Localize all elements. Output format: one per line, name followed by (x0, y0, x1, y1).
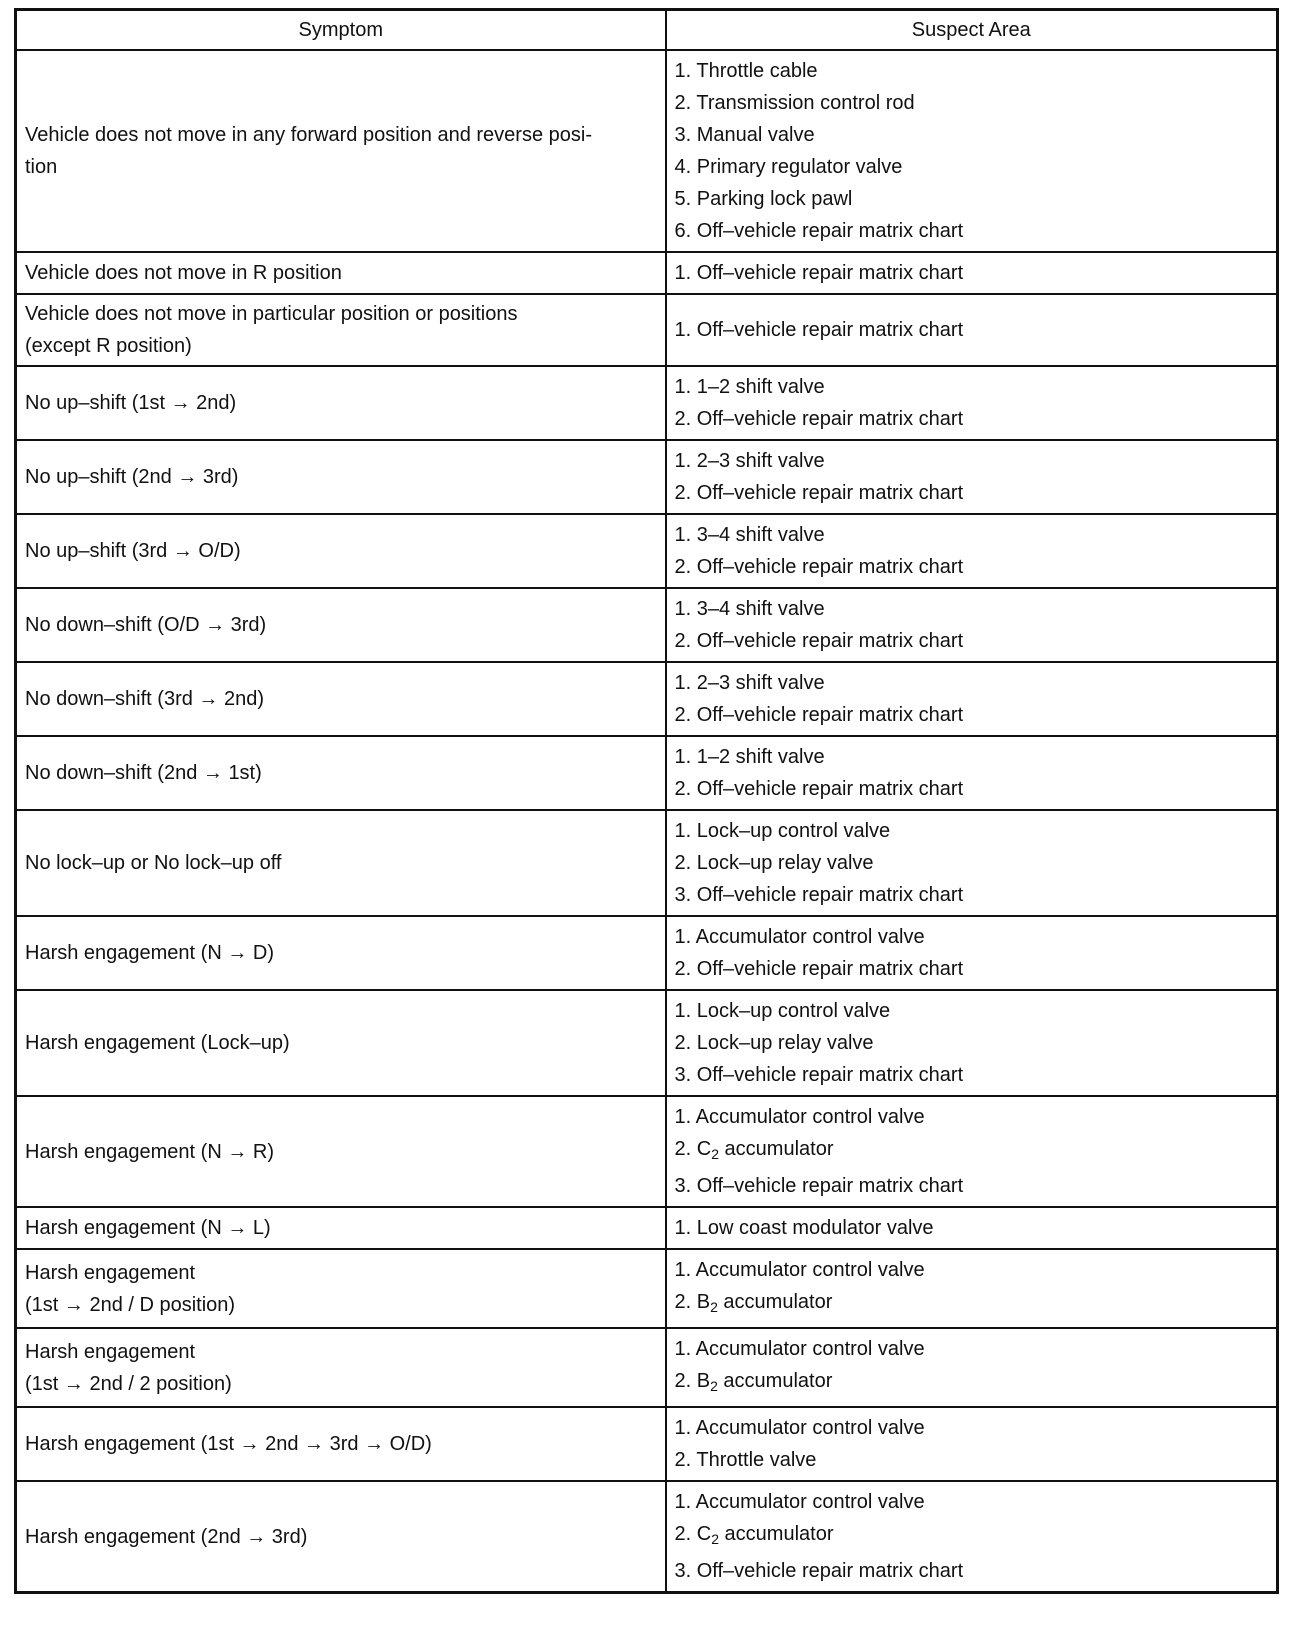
suspect-area-cell (666, 1096, 1278, 1207)
suspect-item: 1. Lock–up control valve (674, 1000, 891, 1022)
table-row (16, 810, 1278, 916)
table-row (16, 588, 1278, 662)
symptom-line: Vehicle does not move in R position (25, 262, 342, 284)
symptom-cell (16, 588, 666, 662)
symptom-line: No lock–up or No lock–up off (25, 852, 282, 874)
symptom-line: Vehicle does not move in particular position or positions (25, 303, 518, 325)
suspect-item: 3. Off–vehicle repair matrix chart (674, 1175, 964, 1197)
suspect-item: 6. Off–vehicle repair matrix chart (674, 220, 964, 242)
table-row (16, 1207, 1278, 1249)
symptom-line: Harsh engagement (25, 1261, 196, 1284)
table-row (16, 366, 1278, 440)
subscript: 2 (710, 1299, 718, 1315)
suspect-area-cell (666, 662, 1278, 736)
suspect-item: 1. 1–2 shift valve (674, 746, 825, 768)
symptom-cell (16, 1407, 666, 1481)
table-row (16, 252, 1278, 294)
suspect-item: 1. 3–4 shift valve (674, 524, 825, 546)
suspect-item: 1. Off–vehicle repair matrix chart (674, 262, 964, 284)
suspect-area-cell (666, 50, 1278, 252)
suspect-item-text: accumulator (717, 1291, 833, 1313)
suspect-area-cell (666, 440, 1278, 514)
suspect-item: 1. Accumulator control valve (674, 926, 925, 948)
suspect-area-cell (666, 1407, 1278, 1481)
header-symptom: Symptom (16, 10, 666, 51)
suspect-item-text: accumulator (717, 1370, 833, 1392)
suspect-area-cell (666, 588, 1278, 662)
suspect-area-cell (666, 810, 1278, 916)
table-row (16, 662, 1278, 736)
troubleshooting-table-container (14, 8, 1276, 1594)
table-row (16, 1407, 1278, 1481)
symptom-line: (except R position) (25, 335, 192, 357)
suspect-area-cell (666, 916, 1278, 990)
symptom-table (14, 8, 1279, 1594)
suspect-item-text: 2. B (674, 1291, 711, 1313)
table-row (16, 514, 1278, 588)
suspect-item (675, 1365, 1269, 1402)
suspect-item: 3. Off–vehicle repair matrix chart (674, 1560, 964, 1582)
suspect-item: 3. Manual valve (674, 124, 815, 146)
suspect-item: 1. Accumulator control valve (674, 1491, 925, 1513)
suspect-area-cell (666, 1249, 1278, 1328)
suspect-item: 1. 2–3 shift valve (674, 450, 825, 472)
symptom-line: Vehicle does not move in any forward position and reverse posi- (25, 124, 592, 146)
subscript: 2 (710, 1378, 718, 1394)
symptom-line: No down–shift (2nd → 1st) (25, 762, 262, 784)
symptom-cell (16, 990, 666, 1096)
table-row (16, 736, 1278, 810)
table-row (16, 916, 1278, 990)
suspect-item: 1. 1–2 shift valve (674, 376, 825, 398)
symptom-cell (16, 440, 666, 514)
suspect-item: 2. Off–vehicle repair matrix chart (674, 778, 964, 800)
suspect-item-text: 2. C (674, 1138, 712, 1160)
table-body (16, 50, 1278, 1593)
table-row (16, 1249, 1278, 1328)
symptom-line: Harsh engagement (1st → 2nd → 3rd → O/D) (25, 1433, 432, 1455)
suspect-item: 1. Throttle cable (674, 60, 818, 82)
suspect-area-cell (666, 366, 1278, 440)
suspect-item: 2. Lock–up relay valve (674, 1032, 874, 1054)
symptom-cell (16, 736, 666, 810)
symptom-cell (16, 50, 666, 252)
suspect-item: 1. Accumulator control valve (674, 1106, 925, 1128)
symptom-line: No up–shift (2nd → 3rd) (25, 466, 239, 488)
suspect-area-cell (666, 1207, 1278, 1249)
suspect-item: 3. Off–vehicle repair matrix chart (674, 884, 964, 906)
suspect-item: 1. Low coast modulator valve (674, 1217, 934, 1239)
suspect-item: 2. Off–vehicle repair matrix chart (674, 630, 964, 652)
suspect-area-cell (666, 294, 1278, 366)
table-row (16, 1481, 1278, 1593)
symptom-line: No up–shift (3rd → O/D) (25, 540, 241, 562)
suspect-item: 5. Parking lock pawl (674, 188, 853, 210)
table-row (16, 990, 1278, 1096)
suspect-item: 1. Accumulator control valve (674, 1417, 925, 1439)
symptom-line: Harsh engagement (N → R) (25, 1140, 274, 1163)
table-row (16, 50, 1278, 252)
symptom-line: No down–shift (O/D → 3rd) (25, 614, 267, 636)
symptom-cell (16, 294, 666, 366)
symptom-cell (16, 916, 666, 990)
suspect-item: 2. Off–vehicle repair matrix chart (674, 704, 964, 726)
symptom-line: Harsh engagement (N → L) (25, 1217, 271, 1239)
suspect-item: 1. Accumulator control valve (674, 1259, 925, 1281)
suspect-item-text: 2. C (674, 1523, 712, 1545)
symptom-cell (16, 662, 666, 736)
symptom-cell (16, 366, 666, 440)
suspect-item: 2. Off–vehicle repair matrix chart (674, 958, 964, 980)
suspect-item-text: accumulator (718, 1523, 834, 1545)
symptom-line: tion (25, 156, 58, 178)
suspect-area-cell (666, 252, 1278, 294)
symptom-cell (16, 810, 666, 916)
symptom-cell (16, 1249, 666, 1328)
header-suspect-area: Suspect Area (666, 10, 1278, 51)
symptom-line: Harsh engagement (25, 1340, 196, 1363)
symptom-cell (16, 514, 666, 588)
suspect-item (675, 1133, 1269, 1170)
suspect-item: 2. Off–vehicle repair matrix chart (674, 482, 964, 504)
symptom-line: Harsh engagement (2nd → 3rd) (25, 1525, 308, 1548)
suspect-item: 2. Lock–up relay valve (674, 852, 874, 874)
suspect-item: 4. Primary regulator valve (674, 156, 903, 178)
suspect-item: 1. Accumulator control valve (674, 1338, 925, 1360)
suspect-item: 1. Off–vehicle repair matrix chart (674, 319, 964, 341)
suspect-item: 2. Transmission control rod (674, 92, 915, 114)
symptom-cell (16, 1096, 666, 1207)
suspect-item (675, 1518, 1269, 1555)
symptom-cell (16, 1481, 666, 1593)
subscript: 2 (711, 1146, 719, 1162)
symptom-line: No up–shift (1st → 2nd) (25, 392, 237, 414)
suspect-item: 1. Lock–up control valve (674, 820, 891, 842)
table-row (16, 440, 1278, 514)
suspect-area-cell (666, 736, 1278, 810)
suspect-area-cell (666, 990, 1278, 1096)
symptom-line: Harsh engagement (N → D) (25, 942, 274, 964)
suspect-item-text: 2. B (674, 1370, 711, 1392)
symptom-line: (1st → 2nd / 2 position) (25, 1372, 232, 1395)
suspect-item: 2. Off–vehicle repair matrix chart (674, 556, 964, 578)
suspect-item: 2. Off–vehicle repair matrix chart (674, 408, 964, 430)
suspect-item-text: accumulator (718, 1138, 834, 1160)
subscript: 2 (711, 1531, 719, 1547)
symptom-cell (16, 1207, 666, 1249)
symptom-line: Harsh engagement (Lock–up) (25, 1032, 290, 1054)
symptom-cell (16, 1328, 666, 1407)
header-row (16, 10, 1278, 51)
suspect-item: 1. 3–4 shift valve (674, 598, 825, 620)
table-row (16, 1096, 1278, 1207)
suspect-item: 3. Off–vehicle repair matrix chart (674, 1064, 964, 1086)
suspect-area-cell (666, 514, 1278, 588)
suspect-area-cell (666, 1481, 1278, 1593)
table-row (16, 1328, 1278, 1407)
suspect-item: 1. 2–3 shift valve (674, 672, 825, 694)
suspect-item (675, 1286, 1269, 1323)
suspect-area-cell (666, 1328, 1278, 1407)
symptom-cell (16, 252, 666, 294)
suspect-item: 2. Throttle valve (674, 1449, 817, 1471)
symptom-line: (1st → 2nd / D position) (25, 1293, 236, 1316)
symptom-line: No down–shift (3rd → 2nd) (25, 688, 265, 710)
table-row (16, 294, 1278, 366)
